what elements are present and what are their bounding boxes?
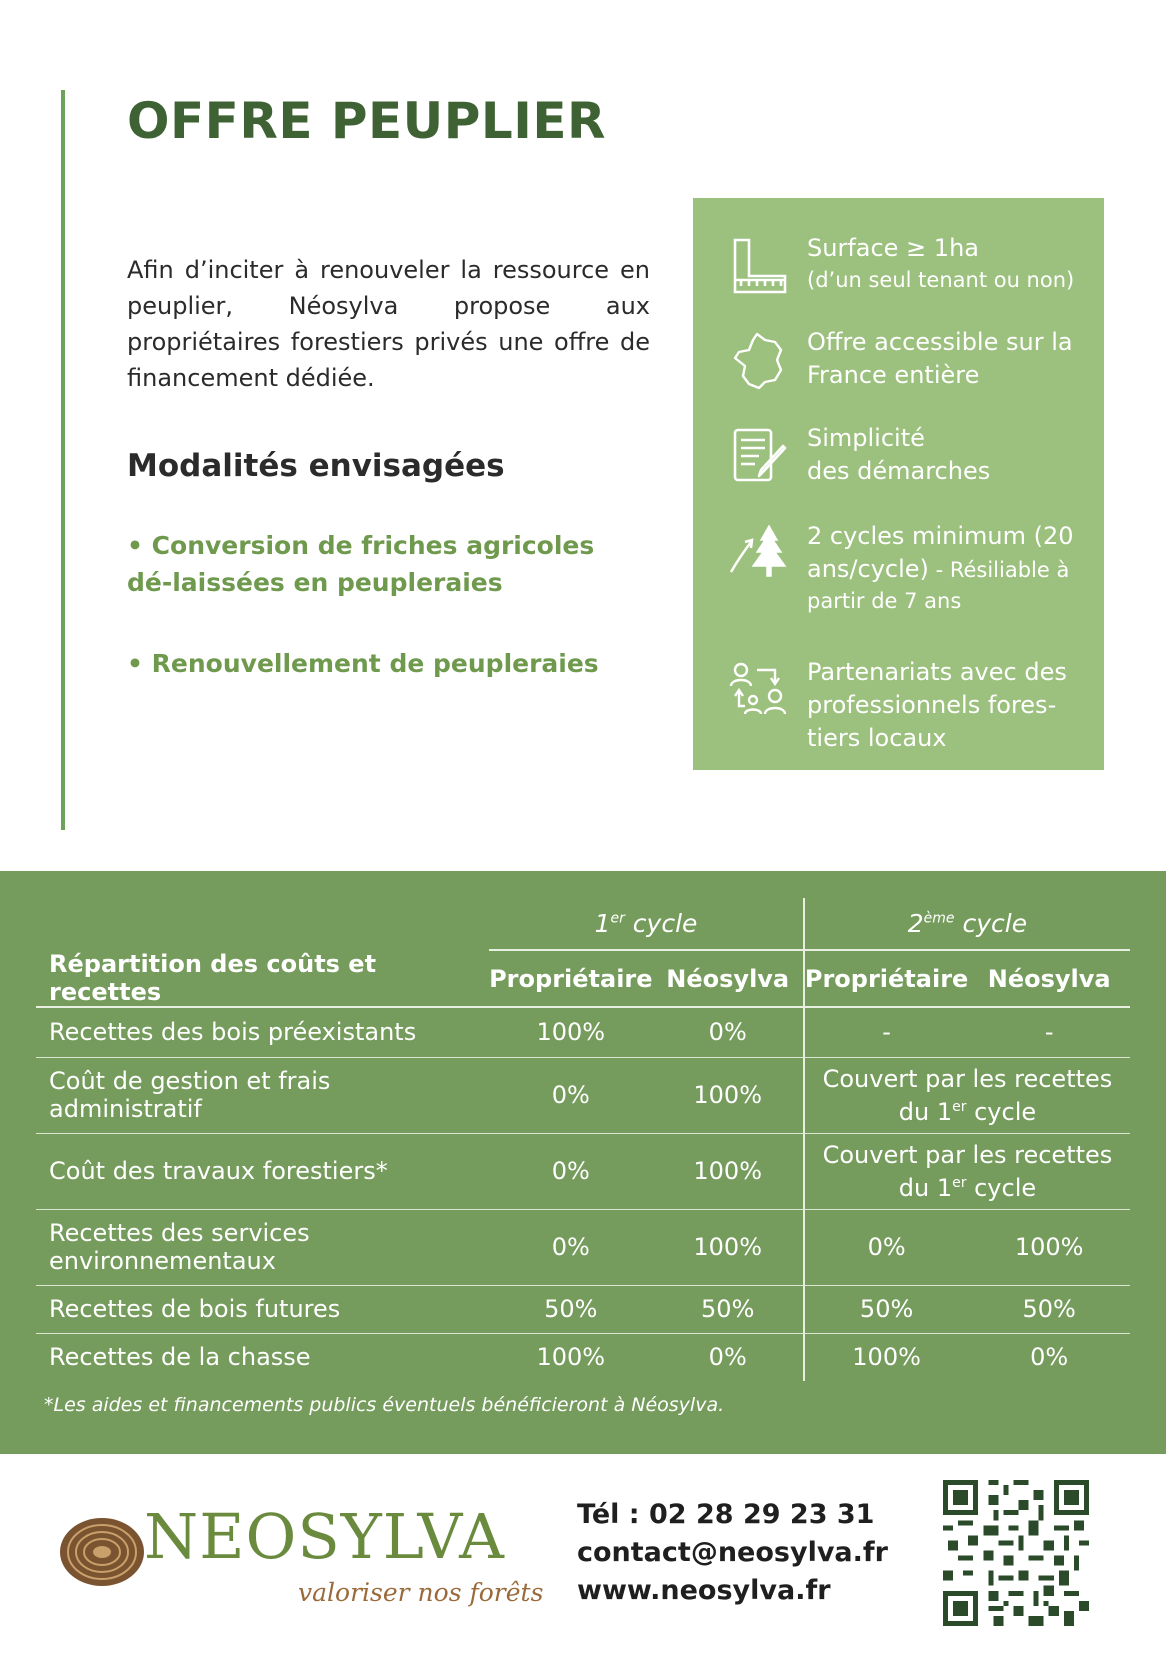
partners-icon <box>729 660 791 722</box>
modalite-item-renouvellement: • Renouvellement de peupleraies <box>127 649 599 678</box>
document-pen-icon <box>729 426 791 488</box>
table-header-row <box>36 950 1130 1007</box>
costs-table <box>36 898 1130 1381</box>
page-title: OFFRE PEUPLIER <box>127 92 607 150</box>
logo-tagline: valoriser nos forêts <box>298 1578 544 1607</box>
col-header-repartition: Répartition des coûts et recettes <box>36 950 489 1007</box>
info-surface-line2: (d’un seul tenant ou non) <box>807 268 1075 292</box>
modalites-heading: Modalités envisagées <box>127 448 505 484</box>
cycle-header-row <box>36 898 1130 950</box>
contact-block <box>577 1496 888 1610</box>
merged-cell: Couvert par les recettes du 1er cycle <box>804 1057 1130 1133</box>
info-box <box>693 198 1104 770</box>
cycle1-header: 1er cycle <box>489 898 804 950</box>
ruler-square-icon <box>729 236 791 298</box>
table-row: Recettes des services environnementaux 0% 100% 0% 100% <box>36 1209 1130 1285</box>
info-france-line1: Offre accessible sur la <box>807 328 1073 356</box>
info-simplicite-line1: Simplicité <box>807 424 925 452</box>
info-cycles-line3: partir de 7 ans <box>807 589 962 613</box>
cycle2-header: 2ème cycle <box>804 898 1130 950</box>
logo-wordmark: NEOSYLVA <box>144 1500 505 1573</box>
contact-email[interactable]: contact@neosylva.fr <box>577 1537 888 1568</box>
info-partenariats-line1: Partenariats avec des <box>807 658 1067 686</box>
france-map-icon <box>729 330 791 392</box>
neosylva-logo <box>58 1500 548 1615</box>
info-france-line2: France entière <box>807 361 980 389</box>
col-header-c1-proprietaire: Propriétaire <box>489 950 652 1007</box>
contact-phone[interactable]: Tél : 02 28 29 23 31 <box>577 1499 875 1530</box>
table-row: Coût des travaux forestiers* 0% 100% Couvert par les recettes du 1er cycle <box>36 1133 1130 1209</box>
tree-rings-icon <box>58 1508 146 1596</box>
info-cycles-line1: 2 cycles minimum (20 <box>807 522 1074 550</box>
accent-vertical-line <box>61 90 65 830</box>
modalite-item-conversion: • Conversion de friches agricoles dé-laissées en peupleraies <box>127 531 595 597</box>
info-partenariats-line3: tiers locaux <box>807 724 947 752</box>
info-partenariats-line2: professionnels fores- <box>807 691 1057 719</box>
tree-growth-icon <box>729 524 791 586</box>
table-row: Recettes de bois futures 50% 50% 50% 50% <box>36 1285 1130 1333</box>
table-row: Recettes des bois préexistants 100% 0% - - <box>36 1007 1130 1057</box>
table-footnote: *Les aides et financements publics éventuels bénéficieront à Néosylva. <box>44 1394 725 1416</box>
merged-cell: Couvert par les recettes du 1er cycle <box>804 1133 1130 1209</box>
contact-website[interactable]: www.neosylva.fr <box>577 1575 831 1606</box>
intro-paragraph: Afin d’inciter à renouveler la ressource en peuplier, Néosylva propose aux propriétaires forestiers privés une offre de financement dédiée. <box>127 256 650 392</box>
table-row: Recettes de la chasse 100% 0% 100% 0% <box>36 1333 1130 1381</box>
qr-code-icon[interactable] <box>943 1480 1089 1626</box>
table-row: Coût de gestion et frais administratif 0% 100% Couvert par les recettes du 1er cycle <box>36 1057 1130 1133</box>
col-header-c2-neosylva: Néosylva <box>968 950 1130 1007</box>
info-surface-line1: Surface ≥ 1ha <box>807 234 979 262</box>
col-header-c2-proprietaire: Propriétaire <box>804 950 968 1007</box>
info-cycles-line2: ans/cycle) <box>807 555 929 583</box>
col-header-c1-neosylva: Néosylva <box>653 950 804 1007</box>
info-simplicite-line2: des démarches <box>807 457 991 485</box>
info-cycles-line2b: - Résiliable à <box>928 558 1070 582</box>
